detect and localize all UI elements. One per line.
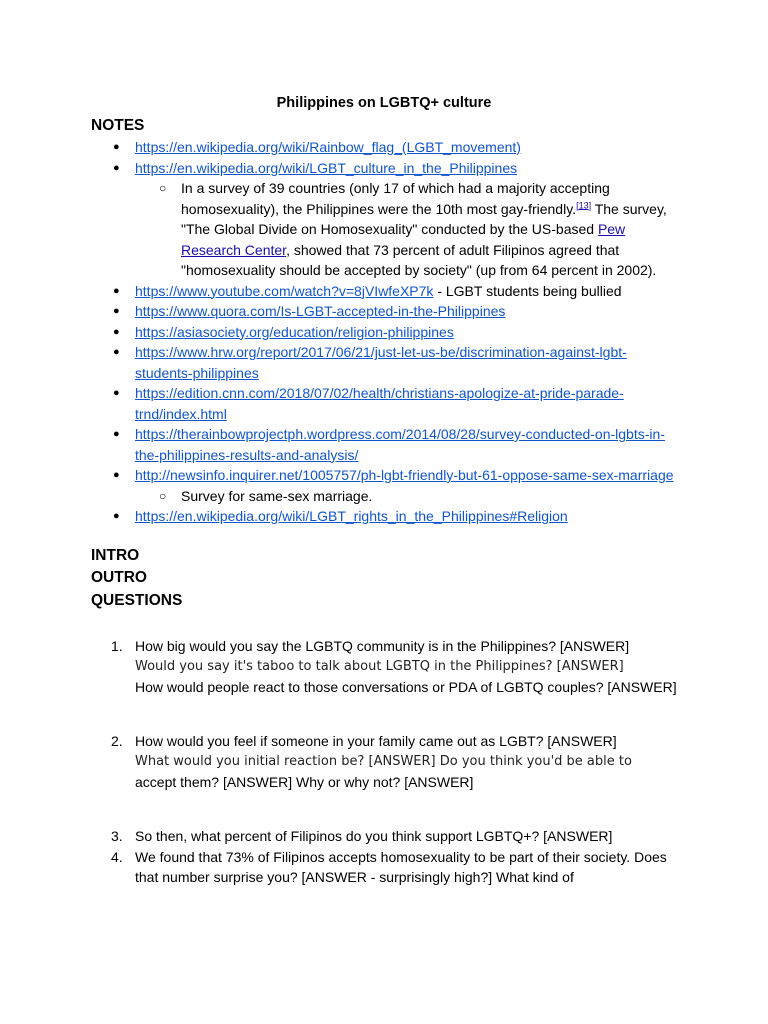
list-item	[113, 322, 675, 343]
outro-heading: OUTRO	[91, 569, 147, 586]
intro-heading: INTRO	[91, 546, 140, 564]
link-lgbt-culture[interactable]: https://en.wikipedia.org/wiki/LGBT_culture_in_the_Philippines	[135, 159, 518, 176]
question-text: accept them? [ANSWER] Why or why not? [ANSWER]	[135, 774, 474, 790]
notes-list-2	[0, 281, 768, 486]
section-headings	[0, 545, 768, 613]
bullet-icon: ●	[113, 325, 120, 338]
list-item	[113, 281, 675, 302]
list-item	[113, 301, 675, 322]
question-number: 2.	[111, 733, 123, 749]
link-asiasociety[interactable]: https://asiasociety.org/education/religion-philippines	[135, 323, 454, 340]
list-item	[113, 383, 675, 424]
sub-list-item	[159, 486, 671, 507]
link-hrw[interactable]: https://www.hrw.org/report/2017/06/21/just-let-us-be/discrimination-against-lgbt-students-philippines	[135, 344, 627, 381]
list-item	[113, 424, 675, 465]
list-item	[113, 342, 675, 383]
question-item	[111, 826, 680, 847]
question-text: How would you feel if someone in your family came out as LGBT? [ANSWER]	[135, 733, 617, 749]
bullet-icon: ●	[113, 141, 120, 153]
question-text: So then, what percent of Filipinos do you think support LGBTQ+? [ANSWER]	[135, 828, 613, 844]
bullet-icon: ●	[113, 510, 120, 522]
question-number: 4.	[111, 848, 123, 865]
notes-list	[0, 137, 768, 178]
list-item	[113, 158, 675, 179]
bullet-icon: ●	[113, 284, 120, 297]
link-note: - LGBT students being bullied	[433, 282, 622, 299]
sub-bullet-icon: ○	[159, 181, 167, 195]
sub-list-item	[159, 178, 671, 281]
question-item	[111, 731, 680, 793]
link-lgbt-rights[interactable]: https://en.wikipedia.org/wiki/LGBT_rights_in_the_Philippines#Religion	[135, 508, 568, 524]
questions-heading: QUESTIONS	[91, 591, 183, 609]
bullet-icon: ●	[113, 387, 120, 399]
questions-list	[0, 636, 768, 888]
survey-text: In a survey of 39 countries (only 17 of which had a majority accepting homosexuality), the Philippines were the 10th most gay-friendly.	[181, 180, 610, 217]
notes-list-3	[0, 506, 768, 527]
bullet-icon: ●	[113, 428, 120, 440]
sub-bullet-icon: ○	[159, 488, 167, 503]
question-text: What would you initial reaction be? [ANSWER] Do you think you'd be able to	[135, 753, 632, 769]
question-text: How big would you say the LGBTQ community is in the Philippines? [ANSWER]	[135, 638, 630, 654]
link-quora[interactable]: https://www.quora.com/Is-LGBT-accepted-in-the-Philippines	[135, 303, 506, 319]
list-item	[113, 137, 675, 158]
link-cnn[interactable]: https://edition.cnn.com/2018/07/02/health/christians-apologize-at-pride-parade-trnd/index.html	[135, 385, 624, 422]
spacer	[135, 718, 680, 731]
question-text: We found that 73% of Filipinos accepts homosexuality to be part of their society. Does that number surprise you? [ANSWER - surprisingly high?] What kind of	[135, 848, 667, 885]
question-number: 1.	[111, 638, 123, 654]
bullet-icon: ●	[113, 469, 120, 481]
bullet-icon: ●	[113, 161, 120, 174]
pew-research-link[interactable]: Pew Research Center	[181, 221, 626, 258]
survey-text-3: , showed that 73 percent of adult Filipinos agreed that "homosexuality should be accepted by society" (up from 64 percent in 2002).	[181, 241, 657, 278]
link-inquirer[interactable]: http://newsinfo.inquirer.net/1005757/ph-lgbt-friendly-but-61-oppose-same-sex-marriage	[135, 467, 674, 483]
question-item	[111, 636, 680, 698]
bullet-icon: ●	[113, 305, 120, 317]
notes-heading: NOTES	[91, 117, 145, 134]
list-item	[113, 506, 675, 527]
bullet-icon: ●	[113, 346, 120, 358]
question-text: Would you say it's taboo to talk about LGBTQ in the Philippines? [ANSWER]	[135, 658, 624, 674]
link-youtube[interactable]: https://www.youtube.com/watch?v=8jVIwfeXP7k	[135, 282, 434, 299]
survey-note: Survey for same-sex marriage.	[181, 487, 373, 504]
survey-text-2: The survey, "The Global Divide on Homosexuality" conducted by the US-based	[181, 200, 667, 237]
question-number: 3.	[111, 828, 123, 844]
document-title: Philippines on LGBTQ+ culture	[276, 95, 492, 111]
spacer	[135, 813, 680, 826]
spacer	[135, 793, 680, 814]
spacer	[135, 698, 680, 719]
question-item	[111, 847, 680, 888]
reference-link[interactable]: [13]	[576, 199, 592, 210]
link-rainbowproject[interactable]: https://therainbowprojectph.wordpress.com/2014/08/28/survey-conducted-on-lgbts-in-the-philippines-results-and-analysis/	[135, 426, 665, 463]
list-item	[113, 465, 675, 486]
question-text: How would people react to those conversations or PDA of LGBTQ couples? [ANSWER]	[135, 679, 677, 695]
link-rainbow-flag[interactable]: https://en.wikipedia.org/wiki/Rainbow_flag_(LGBT_movement)	[135, 139, 521, 155]
